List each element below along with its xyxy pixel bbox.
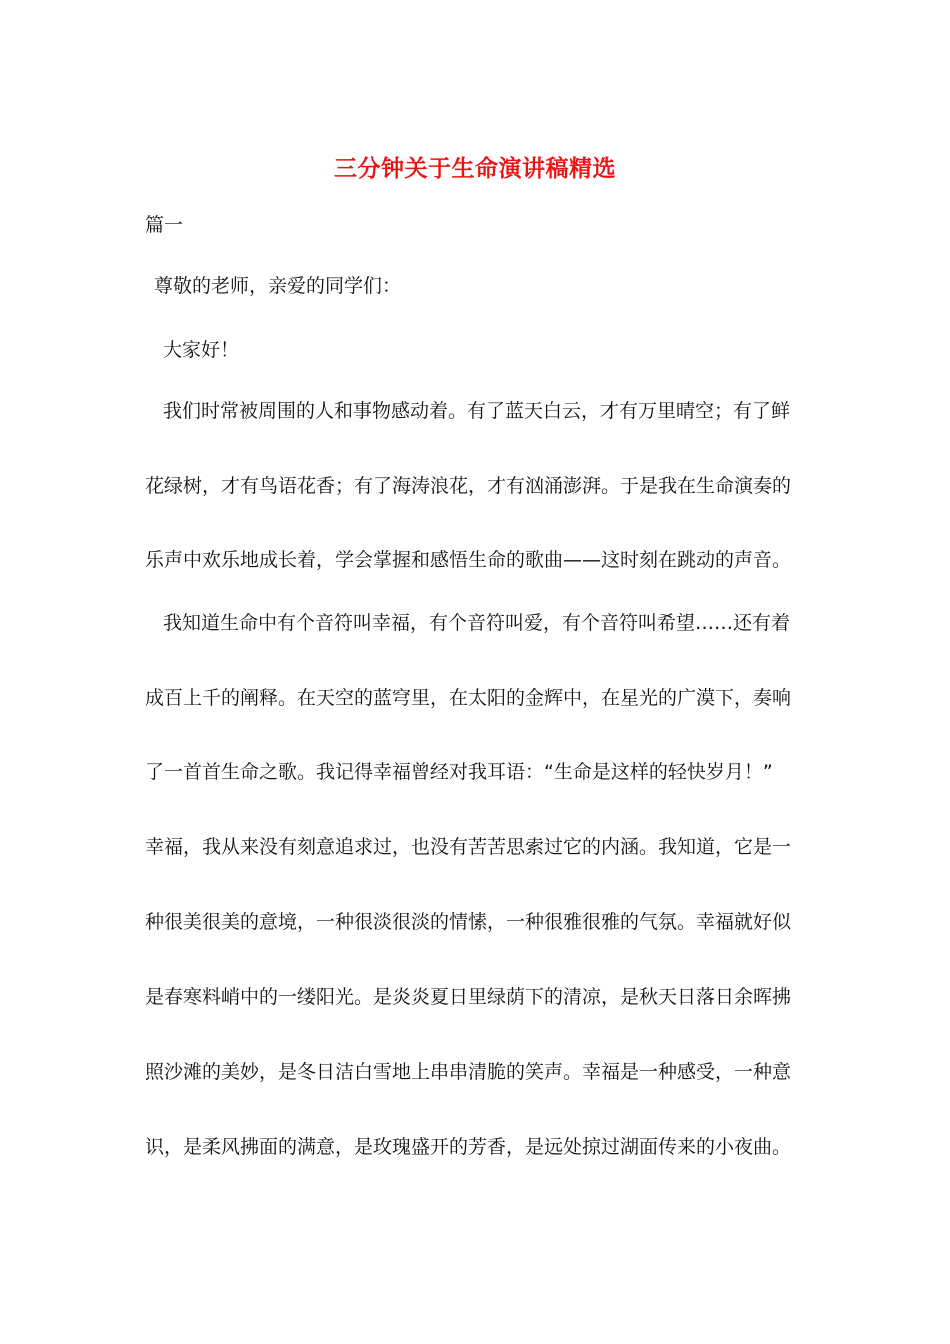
- paragraph-line: 是春寒料峭中的一缕阳光。是炎炎夏日里绿荫下的清凉，是秋天日落日余晖拂: [145, 986, 792, 1008]
- section-label: 篇一: [145, 214, 184, 236]
- paragraph-line: 我知道生命中有个音符叫幸福，有个音符叫爱，有个音符叫希望……还有着: [163, 612, 791, 634]
- paragraph-line: 识，是柔风拂面的满意，是玫瑰盛开的芳香，是远处掠过湖面传来的小夜曲。: [145, 1136, 792, 1158]
- paragraph-line: 乐声中欢乐地成长着，学会掌握和感悟生命的歌曲——这时刻在跳动的声音。: [145, 549, 792, 571]
- paragraph-line: 我们时常被周围的人和事物感动着。有了蓝天白云，才有万里晴空；有了鲜: [163, 400, 791, 422]
- paragraph-line: 照沙滩的美妙，是冬日洁白雪地上串串清脆的笑声。幸福是一种感受，一种意: [145, 1061, 792, 1083]
- paragraph-line: 成百上千的阐释。在天空的蓝穹里，在太阳的金辉中，在星光的广漠下，奏响: [145, 687, 792, 709]
- salutation: 尊敬的老师，亲爱的同学们：: [154, 275, 402, 297]
- paragraph-line: 种很美很美的意境，一种很淡很淡的情愫，一种很雅很雅的气氛。幸福就好似: [145, 911, 792, 933]
- paragraph-line: 花绿树，才有鸟语花香；有了海涛浪花，才有汹涌澎湃。于是我在生命演奏的: [145, 475, 792, 497]
- greeting: 大家好！: [163, 339, 240, 361]
- paragraph-line: 幸福，我从来没有刻意追求过，也没有苦苦思索过它的内涵。我知道，它是一: [145, 836, 792, 858]
- document-title: 三分钟关于生命演讲稿精选: [334, 156, 616, 182]
- paragraph-line: 了一首首生命之歌。我记得幸福曾经对我耳语：“生命是这样的轻快岁月！”: [145, 761, 773, 783]
